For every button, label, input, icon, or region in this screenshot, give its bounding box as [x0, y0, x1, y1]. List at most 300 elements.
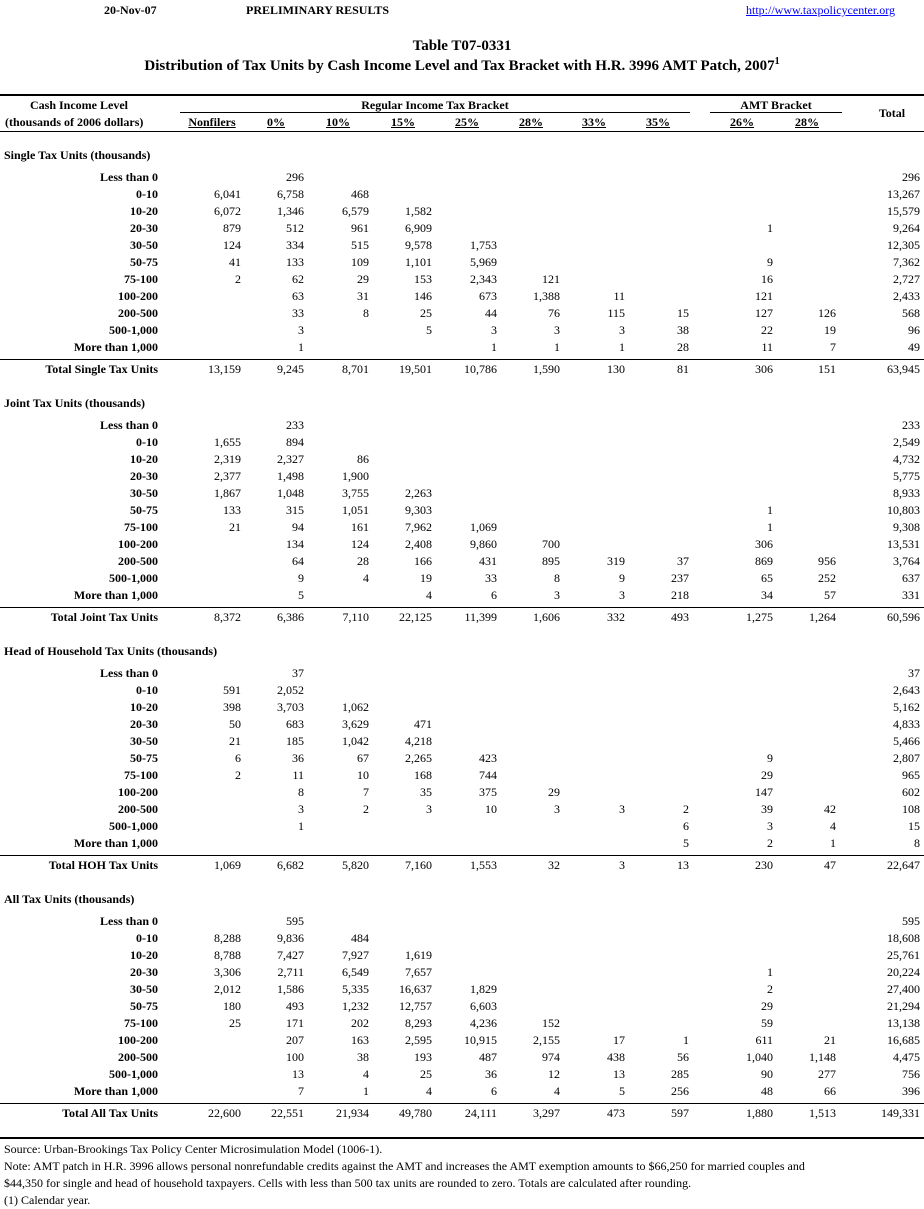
table-cell: 60,596 [887, 610, 920, 624]
table-cell: 153 [414, 272, 432, 286]
table-cell: 96 [908, 323, 920, 337]
table-cell: 133 [286, 255, 304, 269]
table-cell: 1,619 [405, 948, 432, 962]
table-cell: 147 [755, 785, 773, 799]
table-cell: 168 [414, 768, 432, 782]
col-header-bracket: 26% [730, 115, 754, 129]
table-row [0, 931, 924, 948]
table-cell: 438 [607, 1050, 625, 1064]
table-row [0, 255, 924, 272]
table-cell: 17 [613, 1033, 625, 1047]
table-cell: 1,590 [533, 362, 560, 376]
table-cell: 7,962 [405, 520, 432, 534]
table-cell: 133 [223, 503, 241, 517]
table-cell: 315 [286, 503, 304, 517]
table-cell: 637 [902, 571, 920, 585]
row-label: 200-500 [118, 1050, 158, 1064]
table-cell: 233 [286, 418, 304, 432]
table-row [0, 452, 924, 469]
table-cell: 44 [485, 306, 497, 320]
table-cell: 19 [420, 571, 432, 585]
table-cell: 4 [426, 1084, 432, 1098]
table-cell: 965 [902, 768, 920, 782]
title-footnote-marker: 1 [774, 56, 780, 67]
table-cell: 3 [426, 802, 432, 816]
table-cell: 2,408 [405, 537, 432, 551]
table-cell: 6,603 [470, 999, 497, 1013]
table-cell: 36 [292, 751, 304, 765]
table-cell: 6 [235, 751, 241, 765]
table-cell: 319 [607, 554, 625, 568]
table-cell: 2,263 [405, 486, 432, 500]
amt-note-line-1: Note: AMT patch in H.R. 3996 allows personal nonrefundable credits against the AMT and increases the AMT exemption amounts to $66,250 for married couples and [4, 1159, 805, 1173]
row-label: 0-10 [136, 683, 158, 697]
table-cell: 3 [619, 802, 625, 816]
table-cell: 56 [677, 1050, 689, 1064]
table-cell: 28 [677, 340, 689, 354]
preliminary-results-label: PRELIMINARY RESULTS [246, 3, 390, 17]
table-cell: 2,155 [533, 1033, 560, 1047]
table-cell: 1,148 [809, 1050, 836, 1064]
table-cell: 1,069 [214, 858, 241, 872]
table-cell: 6,758 [277, 187, 304, 201]
total-row [0, 362, 924, 379]
table-cell: 2 [363, 802, 369, 816]
row-label: 50-75 [130, 999, 158, 1013]
source-note: Source: Urban-Brookings Tax Policy Center Microsimulation Model (1006-1). [4, 1142, 383, 1156]
table-cell: 9 [298, 571, 304, 585]
table-cell: 1 [830, 836, 836, 850]
table-cell: 3 [298, 323, 304, 337]
table-cell: 2,433 [893, 289, 920, 303]
table-cell: 124 [223, 238, 241, 252]
table-cell: 49 [908, 340, 920, 354]
table-cell: 67 [357, 751, 369, 765]
table-cell: 493 [671, 610, 689, 624]
table-cell: 961 [351, 221, 369, 235]
table-cell: 2 [767, 982, 773, 996]
table-row [0, 734, 924, 751]
table-cell: 8,788 [214, 948, 241, 962]
table-cell: 7,657 [405, 965, 432, 979]
table-cell: 252 [818, 571, 836, 585]
table-cell: 152 [542, 1016, 560, 1030]
table-cell: 471 [414, 717, 432, 731]
row-label: 20-30 [130, 221, 158, 235]
table-cell: 29 [761, 768, 773, 782]
table-cell: 4 [363, 571, 369, 585]
table-cell: 202 [351, 1016, 369, 1030]
table-row [0, 666, 924, 683]
table-cell: 4,236 [470, 1016, 497, 1030]
col-header-bracket: 28% [795, 115, 819, 129]
table-cell: 9,245 [277, 362, 304, 376]
table-cell: 25 [420, 1067, 432, 1081]
table-cell: 3 [554, 588, 560, 602]
table-cell: 591 [223, 683, 241, 697]
table-cell: 673 [479, 289, 497, 303]
table-cell: 1,867 [214, 486, 241, 500]
table-cell: 29 [761, 999, 773, 1013]
table-cell: 2 [235, 272, 241, 286]
table-cell: 13,267 [887, 187, 920, 201]
source-website-link[interactable]: http://www.taxpolicycenter.org [746, 3, 895, 17]
section-title: Single Tax Units (thousands) [4, 148, 151, 162]
row-label: 500-1,000 [109, 323, 158, 337]
table-cell: 1,513 [809, 1106, 836, 1120]
table-cell: 233 [902, 418, 920, 432]
table-cell: 12 [548, 1067, 560, 1081]
table-cell: 8,288 [214, 931, 241, 945]
footnote-1: (1) Calendar year. [4, 1193, 91, 1207]
table-cell: 8 [914, 836, 920, 850]
row-label: 10-20 [130, 452, 158, 466]
table-row [0, 503, 924, 520]
table-row [0, 170, 924, 187]
table-cell: 59 [761, 1016, 773, 1030]
table-cell: 3,629 [342, 717, 369, 731]
table-cell: 9,860 [470, 537, 497, 551]
col-header-bracket: 0% [267, 115, 285, 129]
table-row [0, 554, 924, 571]
table-cell: 9,264 [893, 221, 920, 235]
row-label: 0-10 [136, 187, 158, 201]
table-cell: 185 [286, 734, 304, 748]
table-cell: 36 [485, 1067, 497, 1081]
table-cell: 3 [619, 323, 625, 337]
row-label: 500-1,000 [109, 571, 158, 585]
row-label: 100-200 [118, 537, 158, 551]
table-cell: 3,703 [277, 700, 304, 714]
row-label: More than 1,000 [73, 836, 158, 850]
table-row [0, 323, 924, 340]
table-cell: 1,264 [809, 610, 836, 624]
section-title: Head of Household Tax Units (thousands) [4, 644, 218, 658]
table-cell: 3,764 [893, 554, 920, 568]
table-cell: 130 [607, 362, 625, 376]
table-cell: 21 [229, 734, 241, 748]
table-cell: 27,400 [887, 982, 920, 996]
table-cell: 306 [755, 362, 773, 376]
table-cell: 1,606 [533, 610, 560, 624]
table-cell: 2 [767, 836, 773, 850]
table-cell: 1,582 [405, 204, 432, 218]
table-cell: 62 [292, 272, 304, 286]
table-cell: 22 [761, 323, 773, 337]
table-cell: 493 [286, 999, 304, 1013]
table-cell: 7,160 [405, 858, 432, 872]
table-cell: 41 [229, 255, 241, 269]
table-row [0, 982, 924, 999]
table-cell: 12,757 [399, 999, 432, 1013]
table-cell: 8,701 [342, 362, 369, 376]
table-cell: 86 [357, 452, 369, 466]
table-cell: 869 [755, 554, 773, 568]
table-cell: 146 [414, 289, 432, 303]
table-row [0, 785, 924, 802]
table-cell: 1,553 [470, 858, 497, 872]
table-cell: 974 [542, 1050, 560, 1064]
table-cell: 9 [767, 751, 773, 765]
row-label: Less than 0 [99, 914, 158, 928]
table-cell: 66 [824, 1084, 836, 1098]
table-cell: 108 [902, 802, 920, 816]
table-number: Table T07-0331 [412, 38, 512, 54]
table-cell: 16 [761, 272, 773, 286]
table-cell: 180 [223, 999, 241, 1013]
table-cell: 121 [542, 272, 560, 286]
table-cell: 1 [491, 340, 497, 354]
row-label: Total Single Tax Units [45, 362, 158, 376]
row-label: 50-75 [130, 751, 158, 765]
table-cell: 5 [683, 836, 689, 850]
table-cell: 20,224 [887, 965, 920, 979]
table-cell: 423 [479, 751, 497, 765]
table-cell: 124 [351, 537, 369, 551]
table-cell: 1,753 [470, 238, 497, 252]
table-cell: 568 [902, 306, 920, 320]
report-date: 20-Nov-07 [104, 3, 157, 17]
col-header-bracket: 15% [391, 115, 415, 129]
table-cell: 4,833 [893, 717, 920, 731]
table-title-text: Distribution of Tax Units by Cash Income Level and Tax Bracket with H.R. 3996 AMT Patch, 2007 [144, 58, 775, 74]
table-cell: 76 [548, 306, 560, 320]
table-cell: 22,125 [399, 610, 432, 624]
table-cell: 396 [902, 1084, 920, 1098]
table-cell: 37 [908, 666, 920, 680]
table-cell: 1,069 [470, 520, 497, 534]
table-cell: 11 [292, 768, 304, 782]
row-label: 75-100 [124, 768, 158, 782]
table-cell: 10,803 [887, 503, 920, 517]
table-row [0, 204, 924, 221]
table-row [0, 717, 924, 734]
col-header-total: Total [878, 106, 906, 120]
table-cell: 22,551 [271, 1106, 304, 1120]
table-cell: 47 [824, 858, 836, 872]
table-cell: 6 [491, 1084, 497, 1098]
row-label: Total Joint Tax Units [50, 610, 158, 624]
table-cell: 3,306 [214, 965, 241, 979]
table-cell: 38 [357, 1050, 369, 1064]
section-title: Joint Tax Units (thousands) [4, 396, 146, 410]
table-cell: 161 [351, 520, 369, 534]
table-row [0, 802, 924, 819]
table-row [0, 187, 924, 204]
row-label: 10-20 [130, 204, 158, 218]
table-cell: 398 [223, 700, 241, 714]
table-cell: 2,377 [214, 469, 241, 483]
table-cell: 2,727 [893, 272, 920, 286]
table-row [0, 418, 924, 435]
table-cell: 28 [357, 554, 369, 568]
table-cell: 744 [479, 768, 497, 782]
table-row [0, 537, 924, 554]
table-cell: 1 [767, 520, 773, 534]
table-cell: 42 [824, 802, 836, 816]
table-cell: 15 [908, 819, 920, 833]
table-cell: 2 [683, 802, 689, 816]
table-cell: 24,111 [464, 1106, 497, 1120]
table-cell: 63 [292, 289, 304, 303]
row-label: 75-100 [124, 520, 158, 534]
row-label: 0-10 [136, 931, 158, 945]
table-row [0, 1050, 924, 1067]
table-row [0, 1016, 924, 1033]
table-cell: 13,531 [887, 537, 920, 551]
table-cell: 1,586 [277, 982, 304, 996]
row-label: 100-200 [118, 1033, 158, 1047]
table-cell: 29 [548, 785, 560, 799]
table-cell: 19,501 [399, 362, 432, 376]
table-row [0, 238, 924, 255]
table-cell: 22,647 [887, 858, 920, 872]
table-cell: 1,498 [277, 469, 304, 483]
table-cell: 6,072 [214, 204, 241, 218]
table-cell: 37 [677, 554, 689, 568]
table-cell: 4 [554, 1084, 560, 1098]
table-cell: 37 [292, 666, 304, 680]
col-header-income-1: Cash Income Level [30, 98, 128, 112]
table-cell: 7,110 [342, 610, 369, 624]
table-cell: 3,755 [342, 486, 369, 500]
table-cell: 9,308 [893, 520, 920, 534]
table-cell: 149,331 [881, 1106, 920, 1120]
table-cell: 193 [414, 1050, 432, 1064]
table-cell: 5 [298, 588, 304, 602]
table-cell: 1 [767, 503, 773, 517]
table-cell: 3 [619, 588, 625, 602]
table-cell: 8,933 [893, 486, 920, 500]
table-cell: 8,372 [214, 610, 241, 624]
table-cell: 306 [755, 537, 773, 551]
table-cell: 126 [818, 306, 836, 320]
table-cell: 25 [420, 306, 432, 320]
table-cell: 2,052 [277, 683, 304, 697]
subtotal-rule [0, 359, 924, 360]
table-cell: 13 [677, 858, 689, 872]
table-cell: 8 [554, 571, 560, 585]
table-cell: 34 [761, 588, 773, 602]
table-cell: 6,041 [214, 187, 241, 201]
table-cell: 22,600 [208, 1106, 241, 1120]
table-cell: 127 [755, 306, 773, 320]
subtotal-rule [0, 855, 924, 856]
row-label: 200-500 [118, 802, 158, 816]
table-row [0, 914, 924, 931]
table-cell: 4 [830, 819, 836, 833]
table-cell: 375 [479, 785, 497, 799]
table-cell: 13,138 [887, 1016, 920, 1030]
table-cell: 163 [351, 1033, 369, 1047]
total-row [0, 858, 924, 875]
table-row [0, 340, 924, 357]
table-cell: 9 [767, 255, 773, 269]
table-cell: 9 [619, 571, 625, 585]
table-cell: 473 [607, 1106, 625, 1120]
table-row [0, 571, 924, 588]
subtotal-rule [0, 607, 924, 608]
table-cell: 13 [292, 1067, 304, 1081]
table-cell: 11 [613, 289, 625, 303]
table-row [0, 289, 924, 306]
table-cell: 6,682 [277, 858, 304, 872]
table-cell: 6 [491, 588, 497, 602]
table-cell: 9,836 [277, 931, 304, 945]
col-header-bracket: 35% [646, 115, 670, 129]
table-cell: 90 [761, 1067, 773, 1081]
row-label: 100-200 [118, 289, 158, 303]
table-cell: 5,969 [470, 255, 497, 269]
table-cell: 11 [761, 340, 773, 354]
table-cell: 256 [671, 1084, 689, 1098]
table-cell: 16,685 [887, 1033, 920, 1047]
table-row [0, 1084, 924, 1101]
row-label: 100-200 [118, 785, 158, 799]
table-cell: 134 [286, 537, 304, 551]
table-cell: 218 [671, 588, 689, 602]
table-cell: 1 [298, 340, 304, 354]
col-header-income-2: (thousands of 2006 dollars) [5, 115, 144, 129]
row-label: 75-100 [124, 1016, 158, 1030]
row-label: Less than 0 [99, 418, 158, 432]
table-cell: 115 [607, 306, 625, 320]
total-row [0, 1106, 924, 1123]
table-cell: 7 [830, 340, 836, 354]
row-label: Total All Tax Units [62, 1106, 158, 1120]
table-cell: 4,218 [405, 734, 432, 748]
table-row [0, 588, 924, 605]
table-cell: 1,346 [277, 204, 304, 218]
table-cell: 5,820 [342, 858, 369, 872]
col-header-bracket: 25% [455, 115, 479, 129]
table-cell: 4 [363, 1067, 369, 1081]
table-cell: 171 [286, 1016, 304, 1030]
table-cell: 956 [818, 554, 836, 568]
table-cell: 1 [683, 1033, 689, 1047]
table-row [0, 948, 924, 965]
table-cell: 4,475 [893, 1050, 920, 1064]
table-cell: 331 [902, 588, 920, 602]
table-cell: 6,386 [277, 610, 304, 624]
table-cell: 1,900 [342, 469, 369, 483]
table-cell: 8,293 [405, 1016, 432, 1030]
table-row [0, 836, 924, 853]
table-row [0, 221, 924, 238]
row-label: More than 1,000 [73, 588, 158, 602]
table-cell: 94 [292, 520, 304, 534]
row-label: 30-50 [130, 486, 158, 500]
section-title: All Tax Units (thousands) [4, 892, 135, 906]
amt-note-line-2: $44,350 for single and head of household taxpayers. Cells with less than 500 tax units are rounded to zero. Totals are calculated after rounding. [4, 1176, 692, 1190]
subtotal-rule [0, 1103, 924, 1104]
table-cell: 10 [357, 768, 369, 782]
table-cell: 1 [363, 1084, 369, 1098]
table-cell: 7,927 [342, 948, 369, 962]
row-label: Less than 0 [99, 666, 158, 680]
table-cell: 109 [351, 255, 369, 269]
table-cell: 35 [420, 785, 432, 799]
table-row [0, 683, 924, 700]
row-label: 30-50 [130, 734, 158, 748]
table-cell: 65 [761, 571, 773, 585]
table-row [0, 306, 924, 323]
table-row [0, 768, 924, 785]
table-cell: 8 [363, 306, 369, 320]
table-row [0, 700, 924, 717]
table-cell: 484 [351, 931, 369, 945]
table-cell: 334 [286, 238, 304, 252]
